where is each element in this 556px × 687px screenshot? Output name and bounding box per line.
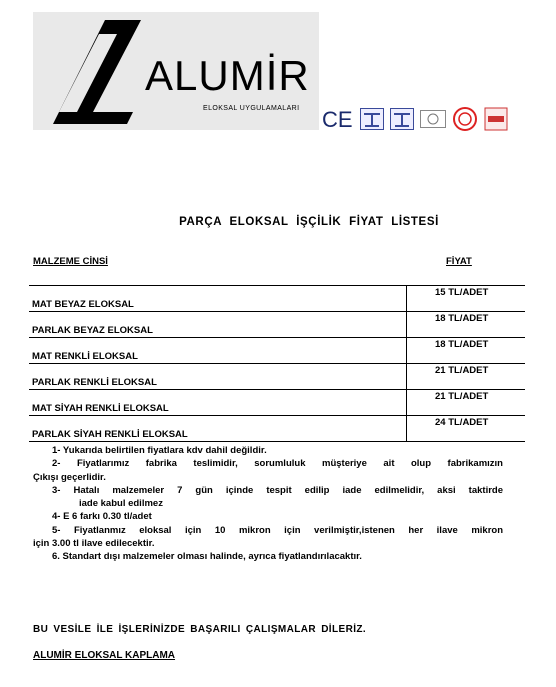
note-item: 3- Hatalı malzemeler 7 gün içinde tespit edilip iade edilmelidir, aksi taktirde — [52, 484, 503, 496]
tse-seal-icon — [452, 106, 478, 132]
table-row — [29, 416, 525, 442]
closing-text: BU VESİLE İLE İŞLERİNİZDE BAŞARILI ÇALIŞMALAR DİLERİZ. — [33, 624, 367, 635]
column-header-material: MALZEME CİNSİ — [33, 256, 108, 267]
certification-icons — [322, 106, 514, 132]
iso-icon — [420, 108, 446, 130]
table-row — [29, 338, 525, 364]
material-price: 15 TL/ADET — [407, 286, 526, 312]
material-price: 24 TL/ADET — [407, 416, 526, 442]
material-price: 21 TL/ADET — [407, 390, 526, 416]
material-name: PARLAK SİYAH RENKLİ ELOKSAL — [29, 416, 407, 442]
note-item: 1- Yukarıda belirtilen fiyatlara kdv dahil değildir. — [52, 445, 267, 456]
page-title: PARÇA ELOKSAL İŞÇİLİK FİYAT LİSTESİ — [179, 216, 439, 228]
material-price: 18 TL/ADET — [407, 338, 526, 364]
material-name: MAT BEYAZ ELOKSAL — [29, 286, 407, 312]
company-signature: ALUMİR ELOKSAL KAPLAMA — [33, 650, 176, 661]
column-header-price: FİYAT — [446, 256, 472, 267]
notes-list — [33, 444, 503, 564]
note-item-continued: Çıkışı geçerlidir. — [33, 471, 106, 483]
ce-mark-icon — [322, 108, 354, 130]
note-item-continued: için 3.00 tl ilave edilecektir. — [33, 538, 155, 550]
note-item: 5- Fiyatlanmız eloksal için 10 mikron için verilmiştir,istenen her ilave mikron — [52, 524, 503, 536]
table-row — [29, 286, 525, 312]
note-item-continued: iade kabul edilmez — [79, 498, 163, 510]
material-price: 21 TL/ADET — [407, 364, 526, 390]
quality-cert-icon — [484, 107, 508, 131]
table-row — [29, 390, 525, 416]
note-item: 4- E 6 farkı 0.30 tl/adet — [52, 511, 152, 523]
tse-icon — [390, 108, 414, 130]
material-price: 18 TL/ADET — [407, 312, 526, 338]
material-name: MAT RENKLİ ELOKSAL — [29, 338, 407, 364]
table-row — [29, 312, 525, 338]
material-name: MAT SİYAH RENKLİ ELOKSAL — [29, 390, 407, 416]
material-name: PARLAK RENKLİ ELOKSAL — [29, 364, 407, 390]
note-item: 2- Fiyatlarımız fabrika teslimidir, sorumluluk müşteriye ait olup fabrikamızın — [52, 458, 503, 470]
svg-text:CE: CE — [322, 108, 353, 130]
tse-icon — [360, 108, 384, 130]
logo-word: ALUMİR — [145, 52, 310, 99]
note-item: 6. Standart dışı malzemeler olması halinde, ayrıca fiyatlandırılacaktır. — [52, 551, 362, 563]
company-logo — [33, 12, 319, 130]
material-name: PARLAK BEYAZ ELOKSAL — [29, 312, 407, 338]
logo-subtitle: ELOKSAL UYGULAMALARI — [203, 105, 300, 112]
price-table — [29, 285, 525, 442]
table-row — [29, 364, 525, 390]
